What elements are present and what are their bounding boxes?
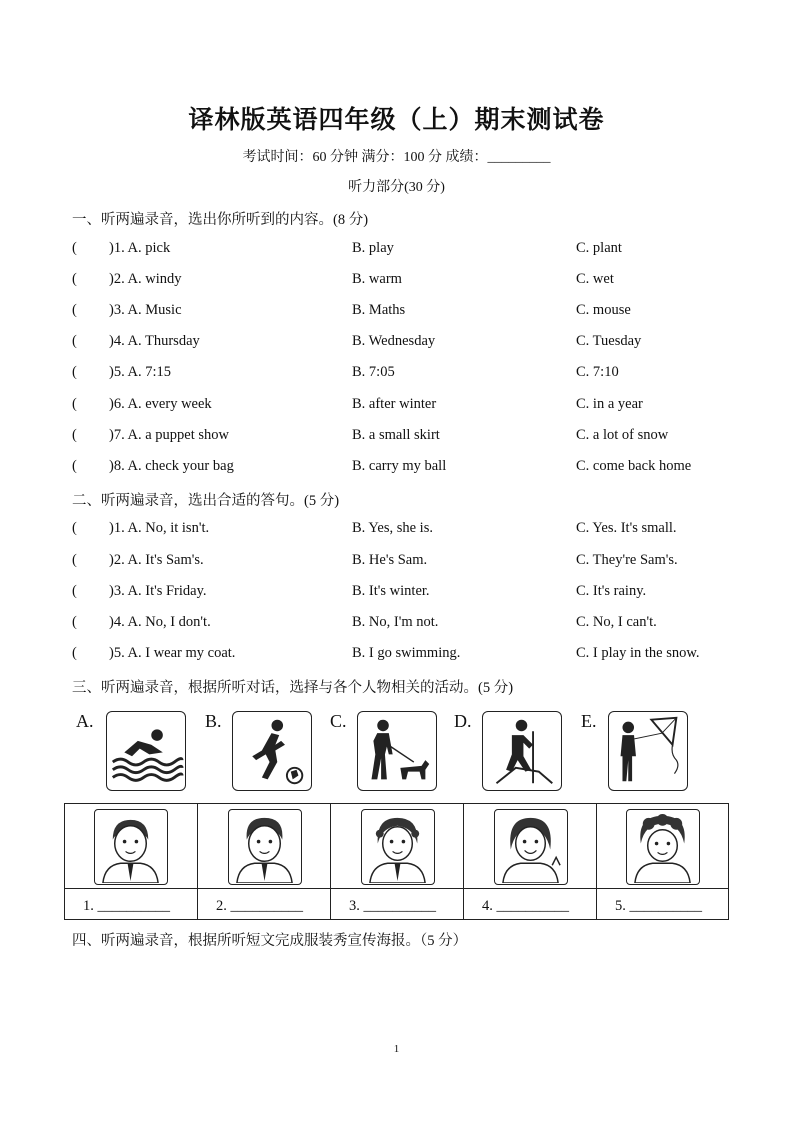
activity-letter-e: E. <box>581 711 597 731</box>
s1-question-3 <box>72 302 732 322</box>
answer-blank[interactable]: ( <box>72 458 77 474</box>
option-a: )1. A. No, it isn't. <box>109 520 210 536</box>
s1-question-5 <box>72 364 732 384</box>
s2-question-5 <box>72 645 732 665</box>
child-cell-4 <box>464 804 597 919</box>
answer-blank[interactable]: ( <box>72 552 77 568</box>
section4-heading: 四、听两遍录音，根据所听短文完成服装秀宣传海报。（5 分） <box>72 933 468 949</box>
activity-letter-d: D. <box>454 711 472 731</box>
option-c: C. Yes. It's small. <box>576 520 677 536</box>
answer-blank[interactable]: ( <box>72 271 77 287</box>
option-b: B. play <box>352 240 394 256</box>
option-c: C. come back home <box>576 458 692 474</box>
activity-letter-c: C. <box>330 711 347 731</box>
option-a: )7. A. a puppet show <box>109 427 230 443</box>
option-a: )3. A. It's Friday. <box>109 583 207 599</box>
children-table <box>64 803 729 920</box>
s1-question-8 <box>72 458 732 478</box>
activity-letter-b: B. <box>205 711 222 731</box>
option-b: B. after winter <box>352 396 437 412</box>
answer-blank[interactable]: ( <box>72 427 77 443</box>
option-b: B. I go swimming. <box>352 645 461 661</box>
option-a: )2. A. It's Sam's. <box>109 552 204 568</box>
option-a: )2. A. windy <box>109 271 182 287</box>
option-b: B. He's Sam. <box>352 552 428 568</box>
girl-portrait-icon <box>361 809 435 885</box>
s1-question-6 <box>72 396 732 416</box>
boy-portrait-icon <box>228 809 302 885</box>
page-number: 1 <box>393 1043 400 1055</box>
section3-heading: 三、听两遍录音，根据所听对话，选择与各个人物相关的活动。(5 分) <box>72 680 514 696</box>
option-c: C. in a year <box>576 396 643 412</box>
option-b: B. a small skirt <box>352 427 440 443</box>
option-c: C. mouse <box>576 302 631 318</box>
child-cell-2 <box>198 804 331 919</box>
option-a: )6. A. every week <box>109 396 212 412</box>
option-c: C. wet <box>576 271 614 287</box>
exam-info: 考试时间：60 分钟 满分：100 分 成绩：_________ <box>242 150 551 165</box>
climbing-icon <box>482 711 562 791</box>
answer-blank[interactable]: ( <box>72 240 77 256</box>
option-a: )8. A. check your bag <box>109 458 234 474</box>
option-b: B. It's winter. <box>352 583 430 599</box>
option-c: C. a lot of snow <box>576 427 669 443</box>
option-b: B. Wednesday <box>352 333 436 349</box>
option-c: C. I play in the snow. <box>576 645 700 661</box>
s2-question-4 <box>72 614 732 634</box>
option-a: )4. A. Thursday <box>109 333 200 349</box>
answer-blank-5[interactable]: 5. __________ <box>615 898 702 914</box>
option-a: )5. A. I wear my coat. <box>109 645 236 661</box>
option-a: )3. A. Music <box>109 302 182 318</box>
section2-heading: 二、听两遍录音，选出合适的答句。(5 分) <box>72 493 340 509</box>
s2-question-3 <box>72 583 732 603</box>
answer-blank-4[interactable]: 4. __________ <box>482 898 569 914</box>
option-a: )5. A. 7:15 <box>109 364 172 380</box>
answer-blank[interactable]: ( <box>72 302 77 318</box>
option-c: C. Tuesday <box>576 333 642 349</box>
football-icon <box>232 711 312 791</box>
answer-blank[interactable]: ( <box>72 333 77 349</box>
answer-blank-3[interactable]: 3. __________ <box>349 898 436 914</box>
option-c: C. 7:10 <box>576 364 619 380</box>
swimming-icon <box>106 711 186 791</box>
option-b: B. Yes, she is. <box>352 520 433 536</box>
answer-blank-2[interactable]: 2. __________ <box>216 898 303 914</box>
boy-portrait-icon <box>94 809 168 885</box>
s2-question-1 <box>72 520 732 540</box>
girl-portrait-icon <box>494 809 568 885</box>
activity-letter-a: A. <box>76 711 94 731</box>
option-b: B. No, I'm not. <box>352 614 439 630</box>
s1-question-1 <box>72 240 732 260</box>
option-c: C. They're Sam's. <box>576 552 678 568</box>
option-a: )4. A. No, I don't. <box>109 614 211 630</box>
option-a: )1. A. pick <box>109 240 171 256</box>
s1-question-4 <box>72 333 732 353</box>
answer-blank[interactable]: ( <box>72 520 77 536</box>
option-b: B. 7:05 <box>352 364 395 380</box>
s1-question-2 <box>72 271 732 291</box>
section1-heading: 一、听两遍录音，选出你所听到的内容。(8 分) <box>72 212 369 228</box>
option-b: B. warm <box>352 271 402 287</box>
answer-blank-1[interactable]: 1. __________ <box>83 898 170 914</box>
answer-blank[interactable]: ( <box>72 583 77 599</box>
answer-blank[interactable]: ( <box>72 364 77 380</box>
child-cell-5 <box>597 804 728 919</box>
dog-walking-icon <box>357 711 437 791</box>
option-c: C. plant <box>576 240 622 256</box>
child-cell-1 <box>65 804 198 919</box>
option-c: C. No, I can't. <box>576 614 657 630</box>
s1-question-7 <box>72 427 732 447</box>
answer-blank[interactable]: ( <box>72 396 77 412</box>
answer-blank[interactable]: ( <box>72 645 77 661</box>
option-b: B. Maths <box>352 302 406 318</box>
option-b: B. carry my ball <box>352 458 447 474</box>
child-cell-3 <box>331 804 464 919</box>
answer-blank[interactable]: ( <box>72 614 77 630</box>
boy-portrait-icon <box>626 809 700 885</box>
kite-flying-icon <box>608 711 688 791</box>
listening-subtitle: 听力部分(30 分) <box>348 180 445 195</box>
option-c: C. It's rainy. <box>576 583 647 599</box>
page-title: 译林版英语四年级（上）期末测试卷 <box>188 105 605 134</box>
s2-question-2 <box>72 552 732 572</box>
